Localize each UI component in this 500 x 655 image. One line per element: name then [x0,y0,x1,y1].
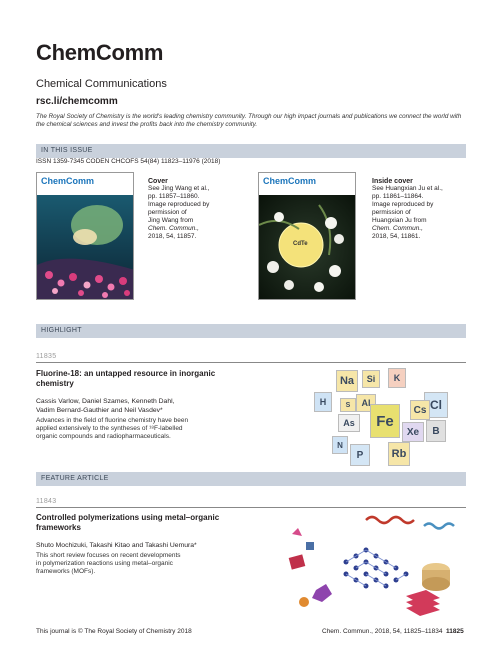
element-tile-fe: Fe [370,404,400,438]
highlight-divider [36,362,466,363]
inside-cover-caption-line: pp. 11861–11864. [372,193,424,200]
feature-title: frameworks [36,523,81,532]
inside-cover-logo: ChemComm [263,176,317,186]
mission-statement: The Royal Society of Chemistry is the world's leading chemistry community. Through our high impact journals and publications we connect the world with the chemical sciences and invest the profits back into the chemistry community. [36,113,462,128]
polymer-chain-red [366,517,414,523]
polymer-cylinder-base [422,577,450,591]
cover-caption-line: Chem. Commun., [148,225,199,232]
element-tile-cl: Cl [424,392,448,418]
cover-logo: ChemComm [41,176,95,186]
inside-cover-caption-line: permission of [372,209,411,216]
section-band-in-this-issue: IN THIS ISSUE [36,144,466,158]
element-tile-as: As [338,414,360,432]
feature-abstract: in polymerization reactions using metal–organic [36,560,173,567]
highlight-abstract: organic compounds and radiopharmaceuticals. [36,433,171,440]
feature-abstract: This short review focuses on recent developments [36,552,181,559]
footer-copyright: This journal is © The Royal Society of Chemistry 2018 [36,628,192,635]
inside-cover-caption-line: Huangxian Ju from [372,217,427,224]
inside-cover-caption-line: See Huangxian Ju et al., [372,185,443,192]
feature-authors: Shuto Mochizuki, Takashi Kitao and Takashi Uemura* [36,542,197,549]
feature-title: Controlled polymerizations using metal–organic [36,513,220,522]
cover-caption-line: See Jing Wang et al., [148,185,210,192]
cover-caption-line: pp. 11857–11860. [148,193,200,200]
inside-cover-caption-line: Image reproduced by [372,201,434,208]
highlight-authors: Cassis Varlow, Daniel Szames, Kenneth Dahl, [36,398,175,405]
highlight-page-number[interactable]: 11835 [36,353,57,360]
cover-caption-line: Image reproduced by [148,201,210,208]
inside-cover-badge: CdTe [293,241,308,247]
element-tile-s: S [340,398,356,412]
element-tile-si: Si [362,370,380,388]
element-tile-xe: Xe [402,422,424,442]
element-tile-n: N [332,436,348,454]
cover-artwork [37,195,134,300]
layered-sheets [406,590,440,616]
journal-brand: ChemComm [36,40,164,65]
section-band-highlight: HIGHLIGHT [36,324,466,338]
element-tile-al: Al [356,394,376,412]
inside-cover-caption-line: 2018, 54, 11861. [372,233,421,240]
inside-cover-caption-line: Chem. Commun., [372,225,423,232]
section-band-feature-article: FEATURE ARTICLE [36,472,466,486]
inside-cover-caption [372,178,466,241]
mof-graphic [286,512,466,618]
feature-divider [36,507,466,508]
issn-line: ISSN 1359-7345 CODEN CHCOFS 54(84) 11823–11976 (2018) [36,158,221,165]
element-tile-na: Na [336,370,358,392]
footer-page-number: 11825 [446,628,464,635]
highlight-title: Fluorine-18: an untapped resource in inorganic [36,369,216,378]
element-tile-rb: Rb [388,442,410,466]
monomer-red [289,554,306,569]
highlight-abstract: Advances in the field of fluorine chemistry have been [36,417,189,424]
highlight-title: chemistry [36,379,74,388]
feature-article[interactable] [36,513,286,576]
cover-caption-line: Jing Wang from [148,217,194,224]
inside-cover-image[interactable] [258,172,356,300]
element-tile-cs: Cs [410,400,430,420]
monomer-orange [299,597,309,607]
feature-abstract: frameworks (MOFs). [36,568,96,575]
element-tile-p: P [350,444,370,466]
highlight-article[interactable] [36,369,286,441]
monomer-pink [292,528,302,536]
journal-url[interactable]: rsc.li/chemcomm [36,96,118,107]
element-tile-h: H [314,392,332,412]
highlight-authors: Vadim Bernard-Gauthier and Neil Vasdev* [36,407,163,414]
cover-caption [148,178,238,241]
footer-citation: Chem. Commun., 2018, 54, 11825–11834 [322,628,443,635]
monomer-blue [306,542,314,550]
highlight-abstract: applied extensively to the syntheses of ¹⁸F-labelled [36,425,183,432]
journal-subtitle: Chemical Communications [36,78,167,90]
element-tile-b: B [426,420,446,442]
cover-caption-title: Cover [148,178,168,185]
polymer-chain-blue [424,524,454,529]
inside-cover-caption-title: Inside cover [372,178,413,185]
periodic-tiles-graphic [306,366,466,470]
cover-caption-line: permission of [148,209,187,216]
cover-image[interactable] [36,172,134,300]
feature-page-number[interactable]: 11843 [36,498,57,505]
element-tile-k: K [388,368,406,388]
inside-cover-artwork [259,195,356,300]
monomer-purple [312,584,332,602]
cover-caption-line: 2018, 54, 11857. [148,233,197,240]
